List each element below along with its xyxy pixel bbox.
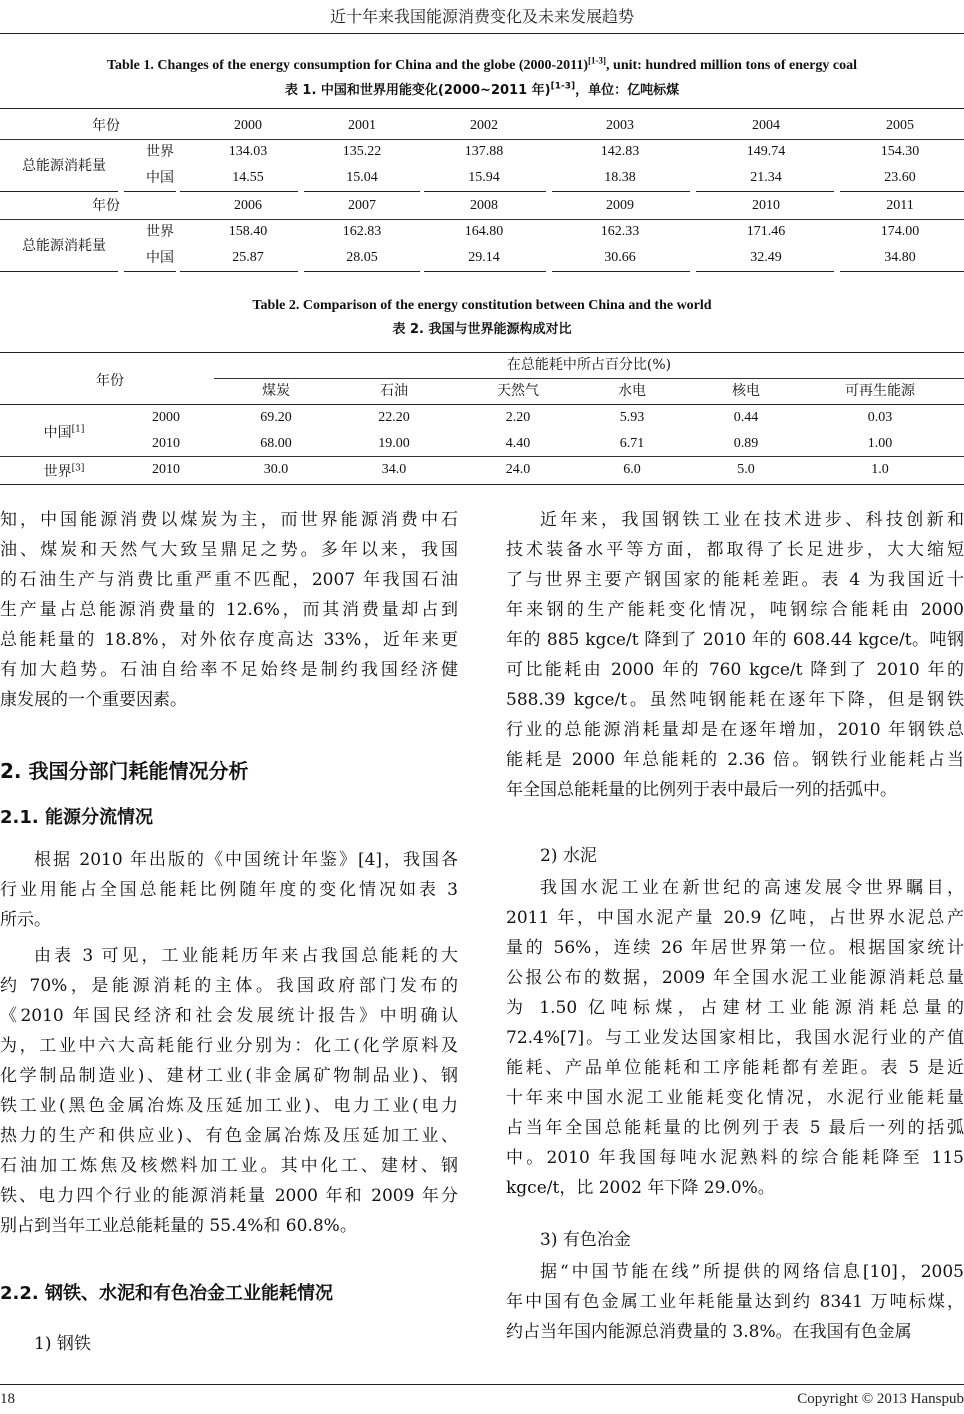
table2-value: 4.40 [505,436,531,451]
text-line: 石油加工炼焦及核燃料加工业。其中化工、建材、钢 [0,1156,458,1176]
table2-value: 5.0 [737,462,755,477]
paragraph [0,845,458,935]
table2-group-header: 在总能耗中所占百分比(%) [506,357,672,373]
table-rule [124,271,176,272]
table-rule [304,191,420,192]
table1-row-label: 总能源消耗量 [22,158,106,174]
table1-world-value: 134.03 [228,144,268,159]
table1-year: 2002 [470,118,498,133]
table1-caption-en: Table 1. Changes of the energy consumption for China and the globe (2000-2011)[1-3], unit: hundred million tons of energy coal [106,55,858,73]
paragraph [506,873,964,1203]
table1-china-value: 28.05 [346,250,378,265]
table-rule [0,108,964,109]
text-line: 72.4%[7]。与工业发达国家相比，我国水泥行业的产值 [506,1028,964,1048]
table-rule [840,271,964,272]
table-rule [180,191,298,192]
table2-value: 2.20 [505,410,531,425]
table1-china-value: 23.60 [884,170,916,185]
table1-world-value: 135.22 [342,144,382,159]
text-line: 2011 年，中国水泥产量 20.9 亿吨，占世界水泥总产 [506,908,964,928]
table2-value: 6.71 [619,436,645,451]
table-rule [552,271,690,272]
table2-row-year: 2010 [152,436,180,451]
table1-caption-zh: 表 1. 中国和世界用能变化(2000~2011 年)[1-3]，单位：亿吨标煤 [284,81,680,98]
table2-column-header: 水电 [618,383,646,399]
table-rule [180,271,298,272]
table2-caption-en: Table 2. Comparison of the energy constitution between China and the world [252,298,712,313]
text-line: 年中国有色金属工业年耗能量达到约 8341 万吨标煤， [506,1292,964,1312]
table2-value: 24.0 [505,462,531,477]
text-line: 为，工业中六大高耗能行业分别为：化工(化学原料及 [0,1036,458,1056]
table1-world-value: 154.30 [880,144,920,159]
text-line: 年全国总能耗量的比例列于表中最后一列的括弧中。 [506,780,897,800]
table1-china-label: 中国 [146,250,174,266]
table1-world-value: 162.33 [600,224,640,239]
table2-column-header: 可再生能源 [845,383,915,399]
table1-year: 2001 [348,118,376,133]
text-line: 由表 3 可见，工业能耗历年来占我国总能耗的大 [34,946,458,966]
text-line: 知，中国能源消费以煤炭为主，而世界能源消费中石 [0,510,458,530]
subsection-heading: 2.2. 钢铁、水泥和有色冶金工业能耗情况 [0,1283,333,1304]
text-line: 近年来，我国钢铁工业在技术进步、科技创新和 [540,510,964,530]
table1-china-value: 34.80 [884,250,916,265]
page-number: 18 [0,1391,15,1407]
text-line: 根据 2010 年出版的《中国统计年鉴》[4]，我国各 [34,850,458,870]
table-rule [840,191,964,192]
item-heading: 3) 有色冶金 [540,1230,631,1250]
table-rule [0,404,964,405]
text-line: 据“中国节能在线”所提供的网络信息[10]，2005 [540,1262,964,1282]
text-line: 量的 56%，连续 26 年居世界第一位。根据国家统计 [506,938,964,958]
table2-value: 1.00 [867,436,893,451]
table2-column-header: 核电 [732,383,760,399]
text-line: 康发展的一个重要因素。 [0,690,187,710]
header-rule [0,33,964,34]
table1-year: 2000 [234,118,262,133]
paragraph [506,505,964,805]
table2-value: 19.00 [378,436,410,451]
table1-china-value: 32.49 [750,250,782,265]
table-rule [0,139,964,140]
table2-value: 69.20 [260,410,292,425]
table2-value: 30.0 [263,462,289,477]
table1-year-label: 年份 [92,198,120,214]
table1-year: 2010 [752,198,780,213]
table1-world-value: 171.46 [746,224,786,239]
text-line: 了与世界主要产钢国家的能耗差距。表 4 为我国近十 [506,570,964,590]
table-rule [0,271,118,272]
text-line: 铁、电力四个行业的能源消耗量 2000 年和 2009 年分 [0,1186,458,1206]
paragraph [0,941,458,1241]
table2-value: 22.20 [378,410,410,425]
text-line: 的石油生产与消费比重严重不匹配，2007 年我国石油 [0,570,458,590]
text-line: 所示。 [0,910,51,930]
text-line: 热力的生产和供应业)、有色金属冶炼及压延加工业、 [0,1126,458,1146]
table-rule [696,191,834,192]
text-line: 年的 885 kgce/t 降到了 2010 年的 608.44 kgce/t。吨钢 [506,630,964,650]
paragraph [506,1257,964,1347]
table2-world-label: 世界[3] [43,463,85,480]
table-rule [696,271,834,272]
text-line: 行业用能占全国总能耗比例随年度的变化情况如表 3 [0,880,458,900]
text-line: 化学制品制造业)、建材工业(非金属矿物制品业)、钢 [0,1066,458,1086]
table1-china-label: 中国 [146,170,174,186]
table1-world-value: 137.88 [464,144,504,159]
table1-year: 2003 [606,118,634,133]
text-line: 公报公布的数据，2009 年全国水泥工业能源消耗总量 [506,968,964,988]
table-rule [552,191,690,192]
text-line: 有加大趋势。石油自给率不足始终是制约我国经济健 [0,660,458,680]
table1-year: 2011 [886,198,914,213]
footer-rule [0,1384,964,1385]
table2-value: 0.03 [867,410,893,425]
table1-china-value: 15.94 [468,170,500,185]
text-line: 约 70%，是能源消耗的主体。我国政府部门发布的 [0,976,458,996]
table2-caption-zh: 表 2. 我国与世界能源构成对比 [392,322,572,337]
table-rule [214,378,964,379]
paragraph [0,505,458,715]
table1-world-value: 142.83 [600,144,640,159]
table1-year: 2004 [752,118,780,133]
table1-world-label: 世界 [146,224,174,240]
table1-world-value: 174.00 [880,224,920,239]
table1-year-label: 年份 [92,118,120,134]
table2-value: 6.0 [623,462,641,477]
table1-china-value: 25.87 [232,250,264,265]
text-line: 铁工业(黑色金属冶炼及压延加工业)、电力工业(电力 [0,1096,458,1116]
text-line: 能耗是 2000 年总能耗的 2.36 倍。钢铁行业能耗占当 [506,750,964,770]
table2-column-header: 石油 [380,383,408,399]
table2-value: 0.44 [733,410,759,425]
text-line: 行业的总能源消耗量却是在逐年增加，2010 年钢铁总 [506,720,964,740]
text-line: 我国水泥工业在新世纪的高速发展令世界瞩目， [540,878,964,898]
table1-year: 2009 [606,198,634,213]
table1-world-value: 158.40 [228,224,268,239]
table-rule [424,271,546,272]
item-heading: 2) 水泥 [540,846,597,866]
table1-world-value: 164.80 [464,224,504,239]
table-rule [304,271,420,272]
table1-china-value: 29.14 [468,250,500,265]
copyright: Copyright © 2013 Hanspub [797,1391,964,1407]
table1-year: 2007 [348,198,376,213]
section-heading: 2. 我国分部门耗能情况分析 [0,759,249,783]
table-rule [0,219,964,220]
table1-china-value: 15.04 [346,170,378,185]
table2-row-year: 2000 [152,410,180,425]
table-rule [0,456,964,457]
text-line: 为 1.50 亿吨标煤，占建材工业能源消耗总量的 [506,998,964,1018]
table-rule [0,484,964,485]
text-line: 约占当年国内能源总消费量的 3.8%。在我国有色金属 [506,1322,912,1342]
table2-value: 34.0 [381,462,407,477]
table1-row-label: 总能源消耗量 [22,238,106,254]
text-line: 年来钢的生产能耗变化情况，吨钢综合能耗由 2000 [506,600,964,620]
table2-row-year: 2010 [152,462,180,477]
table-rule [0,352,964,353]
subsection-heading: 2.1. 能源分流情况 [0,807,153,828]
table2-year-label: 年份 [96,373,124,389]
text-line: 中。2010 年我国每吨水泥熟料的综合能耗降至 115 [506,1148,964,1168]
table1-year: 2005 [886,118,914,133]
text-line: 技术装备水平等方面，都取得了长足进步，大大缩短 [506,540,964,560]
item-heading: 1) 钢铁 [34,1334,91,1354]
table2-column-header: 天然气 [497,383,539,399]
table1-world-value: 149.74 [746,144,786,159]
text-line: 能耗、产品单位能耗和工序能耗都有差距。表 5 是近 [506,1058,964,1078]
table1-china-value: 21.34 [750,170,782,185]
text-line: 总能耗量的 18.8%，对外依存度高达 33%，近年来更 [0,630,458,650]
text-line: 《2010 年国民经济和社会发展统计报告》中明确认 [0,1006,458,1026]
table1-china-value: 14.55 [232,170,264,185]
table1-world-value: 162.83 [342,224,382,239]
table1-china-value: 30.66 [604,250,636,265]
table-rule [424,191,546,192]
text-line: kgce/t，比 2002 年下降 29.0%。 [506,1178,775,1198]
table-rule [124,191,176,192]
table2-china-label: 中国[1] [43,424,85,441]
table1-world-label: 世界 [146,144,174,160]
table2-value: 1.0 [871,462,889,477]
text-line: 别占到当年工业总能耗量的 55.4%和 60.8%。 [0,1216,357,1236]
table2-value: 5.93 [619,410,645,425]
text-line: 十年来中国水泥工业能耗变化情况，水泥行业能耗量 [506,1088,964,1108]
text-line: 生产量占总能源消费量的 12.6%，而其消费量却占到 [0,600,458,620]
table1-china-value: 18.38 [604,170,636,185]
text-line: 可比能耗由 2000 年的 760 kgce/t 降到了 2010 年的 [506,660,964,680]
table2-value: 0.89 [733,436,759,451]
table2-value: 68.00 [260,436,292,451]
table1-year: 2008 [470,198,498,213]
text-line: 占当年全国总能耗量的比例列于表 5 最后一列的括弧 [506,1118,964,1138]
table1-year: 2006 [234,198,262,213]
running-header: 近十年来我国能源消费变化及未来发展趋势 [329,7,634,26]
table2-column-header: 煤炭 [262,383,290,399]
table-rule [0,191,118,192]
text-line: 油、煤炭和天然气大致呈鼎足之势。多年以来，我国 [0,540,458,560]
text-line: 588.39 kgce/t。虽然吨钢能耗在逐年下降，但是钢铁 [506,690,964,710]
